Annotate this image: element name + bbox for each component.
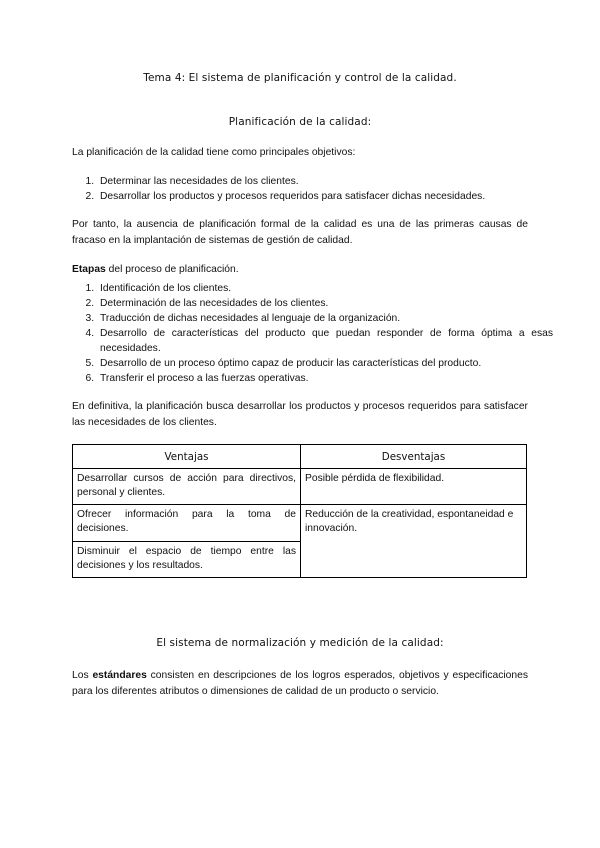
header-ventajas: Ventajas — [73, 445, 301, 469]
list-item: 5. Desarrollo de un proceso óptimo capaz de producir las características del producto. — [97, 356, 553, 371]
stages-intro-text: del proceso de planificación. — [105, 264, 239, 275]
stages-list — [72, 281, 553, 386]
desventaja-cell: Reducción de la creatividad, espontaneidad e innovación. — [301, 505, 527, 578]
absence-paragraph: Por tanto, la ausencia de planificación formal de la calidad es una de las primeras causas de fracaso en la implantación de sistemas de gestión de calidad. — [72, 219, 528, 246]
ventaja-cell: Disminuir el espacio de tiempo entre las decisiones y los resultados. — [73, 542, 301, 578]
document-title: Tema 4: El sistema de planificación y control de la calidad. — [143, 72, 457, 84]
table-header-row — [73, 445, 527, 469]
standards-paragraph — [72, 668, 528, 700]
objectives-list — [72, 174, 553, 204]
list-item: 1. Determinar las necesidades de los clientes. — [97, 174, 553, 189]
intro-paragraph: La planificación de la calidad tiene como principales objetivos: — [72, 147, 356, 158]
list-item: 3. Traducción de dichas necesidades al lenguaje de la organización. — [97, 311, 553, 326]
standards-text-after: consisten en descripciones de los logros esperados, objetivos y especificaciones para los diferentes atributos o dimensiones de calidad de un producto o servicio. — [72, 670, 528, 697]
list-item: 2. Determinación de las necesidades de los clientes. — [97, 296, 553, 311]
header-desventajas: Desventajas — [301, 445, 527, 469]
stages-intro — [72, 262, 528, 278]
ventaja-cell: Desarrollar cursos de acción para directivos, personal y clientes. — [73, 469, 301, 505]
section-heading-planificacion: Planificación de la calidad: — [228, 116, 372, 128]
stages-bold-label: Etapas — [72, 264, 106, 275]
standards-bold-term: estándares — [92, 670, 147, 681]
conclusion-paragraph: En definitiva, la planificación busca desarrollar los productos y procesos requeridos para satisfacer las necesidades de los clientes. — [72, 401, 528, 428]
advantages-table — [72, 444, 527, 578]
list-item: 2. Desarrollar los productos y procesos requeridos para satisfacer dichas necesidades. — [97, 189, 553, 204]
ventaja-cell: Ofrecer información para la toma de decisiones. — [73, 505, 301, 542]
list-item: 1. Identificación de los clientes. — [97, 281, 553, 296]
list-item: 6. Transferir el proceso a las fuerzas operativas. — [97, 371, 553, 386]
table-row — [73, 505, 527, 542]
list-item: 4. Desarrollo de características del producto que puedan responder de forma óptima a esas necesidades. — [97, 326, 553, 356]
table-row — [73, 469, 527, 505]
desventaja-cell: Posible pérdida de flexibilidad. — [301, 469, 527, 505]
standards-text-before: Los — [72, 670, 93, 681]
section-heading-normalizacion: El sistema de normalización y medición de la calidad: — [156, 637, 444, 649]
